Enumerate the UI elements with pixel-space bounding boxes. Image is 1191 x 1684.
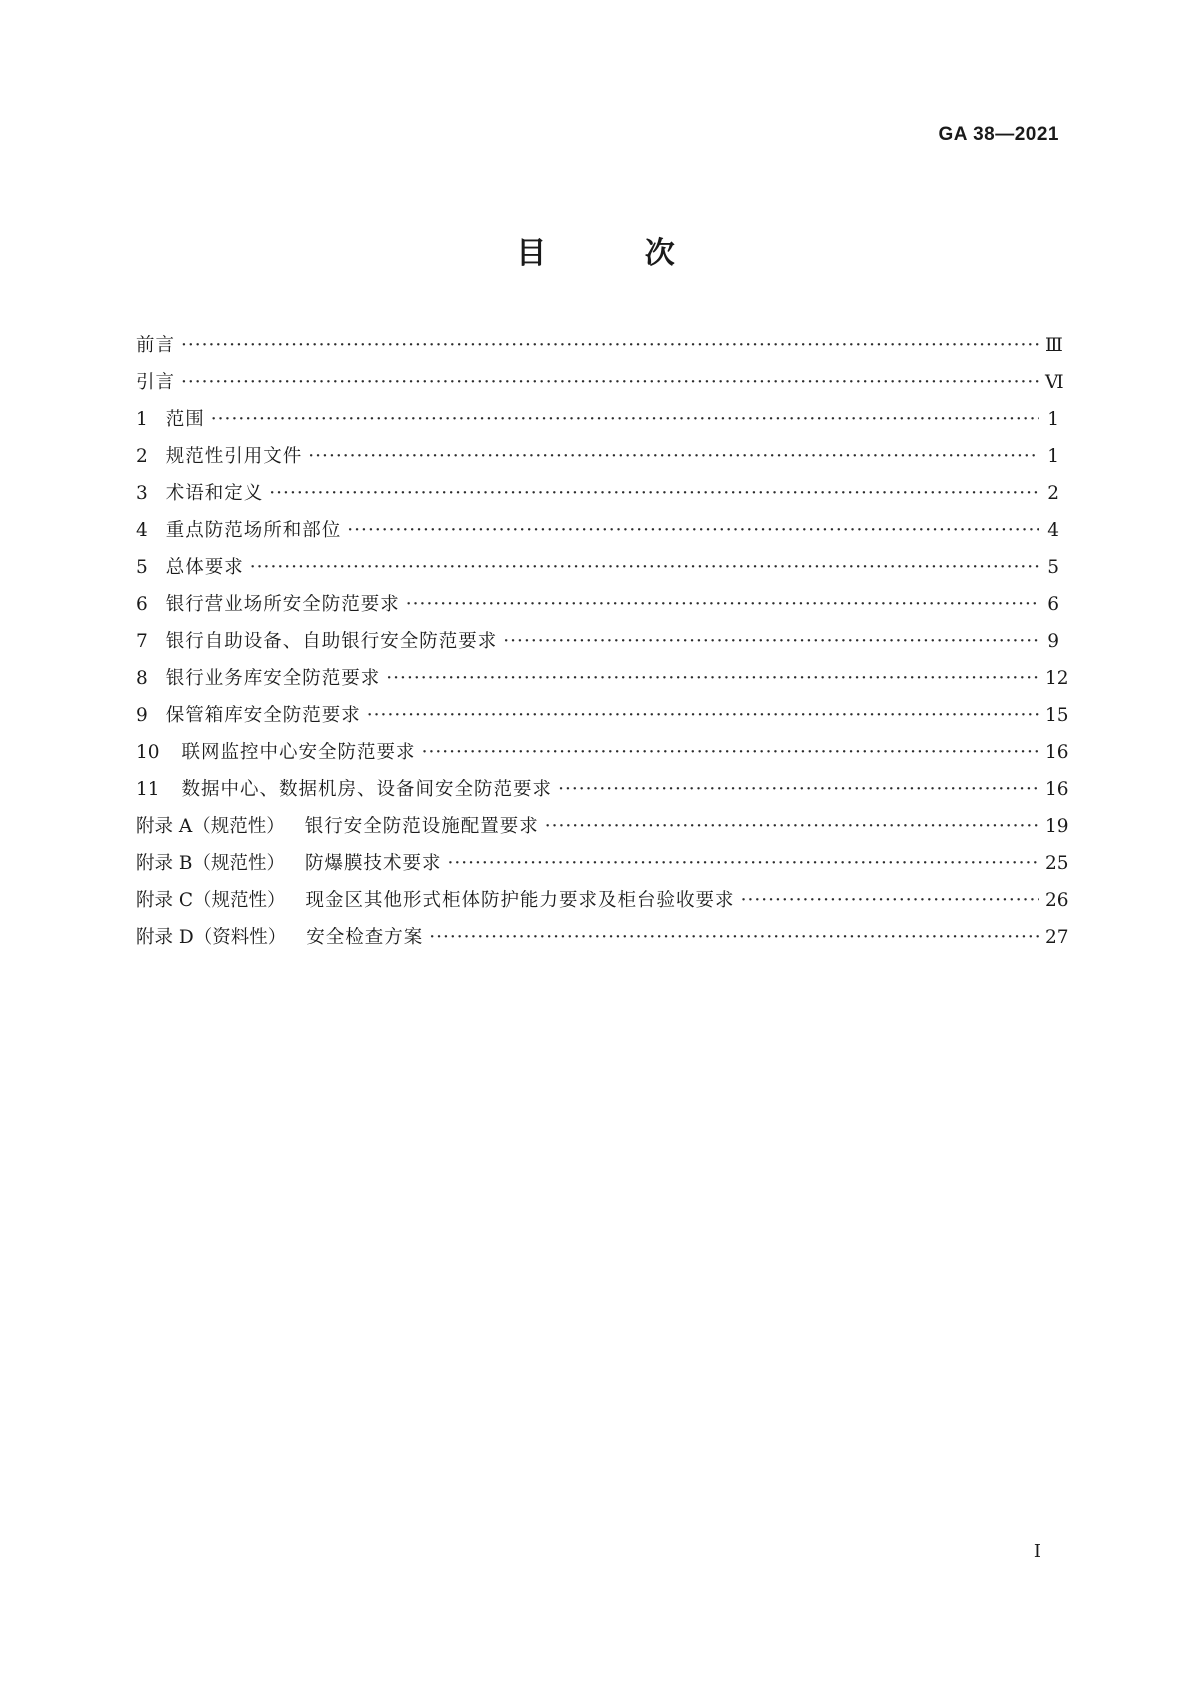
toc-entry-label: 范围 [165,409,205,430]
toc-entry[interactable] [136,734,1069,771]
toc-leader-dots [429,919,1039,956]
toc-entry[interactable] [136,660,1069,697]
standard-code: GA 38—2021 [938,124,1059,145]
toc-entry-page: 27 [1045,927,1069,948]
page-title: 目 次 [516,236,719,271]
toc-entry-page: 1 [1047,409,1059,430]
toc-leader-dots [448,845,1040,882]
toc-entry[interactable] [136,808,1069,845]
toc-entry-number: 9 [136,705,148,726]
toc-entry-label: 银行业务库安全防范要求 [165,668,381,689]
toc-entry-label: 前言 [136,335,176,356]
toc-entry[interactable] [136,882,1069,919]
toc-entry-label: 联网监控中心安全防范要求 [181,742,416,763]
toc-leader-dots [367,697,1039,734]
toc-entry-label: 引言 [136,372,176,393]
toc-entry-number: 5 [136,557,148,578]
toc-entry-number: 8 [136,668,148,689]
page-number: I [1033,1541,1041,1562]
toc-entry-label: 总体要求 [165,557,244,578]
toc-entry-page: 5 [1047,557,1059,578]
toc-entry[interactable] [136,549,1059,586]
toc-entry-page: 2 [1047,483,1059,504]
toc-entry-number: 10 [136,742,160,763]
toc-entry-number: 4 [136,520,148,541]
toc-leader-dots [406,586,1039,623]
toc-entry[interactable] [136,919,1069,956]
toc-leader-dots [503,623,1039,660]
toc-entry-page: 12 [1045,668,1069,689]
toc-entry-page: 15 [1045,705,1069,726]
toc-entry[interactable] [136,623,1059,660]
toc-entry-page: Ⅵ [1045,372,1064,393]
toc-entry-page: 25 [1045,853,1069,874]
toc-entry[interactable] [136,586,1059,623]
toc-leader-dots [181,327,1039,364]
toc-entry-label: 防爆膜技术要求 [304,853,442,874]
toc-entry-page: 4 [1047,520,1059,541]
toc-entry-number: 7 [136,631,148,652]
toc-entry-number: 附录 A（规范性） [136,816,285,837]
toc-entry-number: 3 [136,483,148,504]
toc-leader-dots [545,808,1039,845]
toc-leader-dots [250,549,1039,586]
toc-entry-page: 19 [1045,816,1069,837]
toc-leader-dots [422,734,1039,771]
toc-entry[interactable] [136,438,1059,475]
toc-entry-label: 重点防范场所和部位 [165,520,342,541]
toc-entry[interactable] [136,327,1063,364]
toc-entry-number: 2 [136,446,148,467]
toc-entry-label: 保管箱库安全防范要求 [165,705,361,726]
toc-leader-dots [347,512,1039,549]
toc-entry-number: 1 [136,409,148,430]
toc-entry-label: 银行营业场所安全防范要求 [165,594,400,615]
toc-entry-number: 6 [136,594,148,615]
toc-entry-number: 11 [136,779,160,800]
toc-entry-page: 1 [1047,446,1059,467]
toc-entry-label: 现金区其他形式柜体防护能力要求及柜台验收要求 [305,890,735,911]
toc-entry[interactable] [136,401,1059,438]
toc-leader-dots [269,475,1039,512]
toc-entry-page: 9 [1047,631,1059,652]
toc-entry-label: 规范性引用文件 [165,446,303,467]
toc-entry-page: 6 [1047,594,1059,615]
toc-entry[interactable] [136,771,1069,808]
toc-entry-page: Ⅲ [1045,335,1063,356]
toc-leader-dots [558,771,1039,808]
toc-leader-dots [181,364,1039,401]
toc-entry-number: 附录 D（资料性） [136,927,287,948]
toc-entry[interactable] [136,512,1059,549]
toc-leader-dots [741,882,1039,919]
toc-entry[interactable] [136,475,1059,512]
toc-entry-label: 术语和定义 [165,483,264,504]
toc-entry-page: 26 [1045,890,1069,911]
toc-entry[interactable] [136,845,1069,882]
table-of-contents [136,327,1069,956]
toc-entry-number: 附录 B（规范性） [136,853,285,874]
toc-entry-number: 附录 C（规范性） [136,890,286,911]
toc-entry-label: 银行安全防范设施配置要求 [304,816,539,837]
toc-entry-label: 银行自助设备、自助银行安全防范要求 [165,631,498,652]
toc-entry-page: 16 [1045,742,1069,763]
toc-leader-dots [211,401,1039,438]
toc-entry-label: 数据中心、数据机房、设备间安全防范要求 [181,779,553,800]
toc-leader-dots [386,660,1039,697]
toc-leader-dots [308,438,1039,475]
toc-entry-label: 安全检查方案 [306,927,424,948]
toc-entry-page: 16 [1045,779,1069,800]
toc-entry[interactable] [136,364,1064,401]
toc-entry[interactable] [136,697,1069,734]
